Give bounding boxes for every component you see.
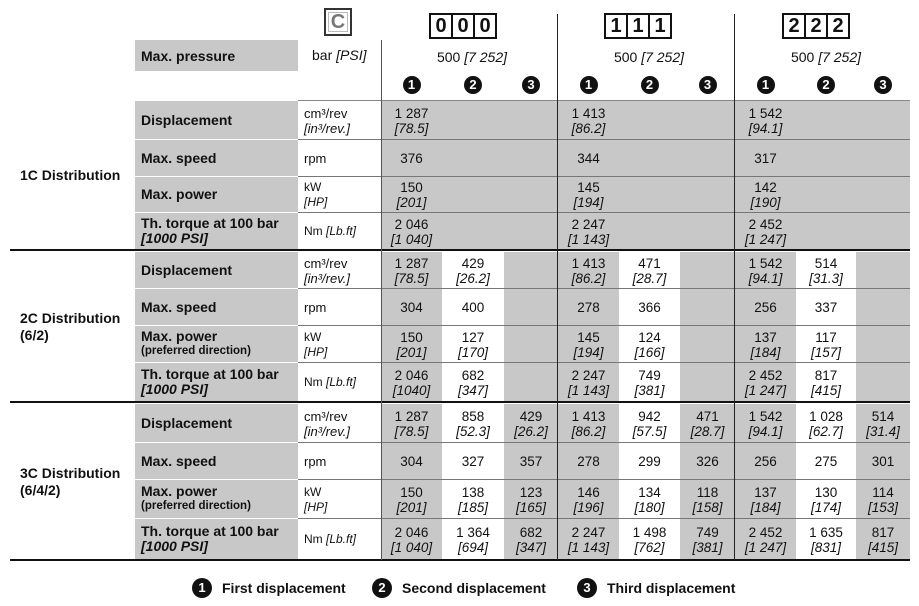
displacement-number-icon: 1 [757, 76, 775, 94]
table-cell: 138 [185] [457, 484, 489, 515]
table-cell: 123 [165] [515, 484, 547, 515]
table-cell: 130 [174] [810, 484, 842, 515]
legend-item [192, 578, 346, 598]
table-cell: 429 [26.2] [514, 408, 548, 439]
group-divider [10, 559, 910, 561]
table-cell: 275 [814, 454, 838, 469]
cell-shade [504, 213, 558, 249]
table-cell: 682 [347] [457, 367, 489, 398]
cell-shade [680, 363, 735, 401]
model-digit: 2 [804, 13, 828, 39]
table-cell: 858 [52.3] [456, 408, 490, 439]
displacement-number-icon: 3 [699, 76, 717, 94]
cell-shade [619, 177, 680, 212]
table-cell: 1 635 [831] [809, 524, 843, 555]
table-cell: 1 542 [94.1] [748, 255, 783, 286]
displacement-number-icon: 2 [464, 76, 482, 94]
cell-shade [680, 140, 735, 176]
row-label: Max. speed [135, 289, 298, 325]
row-label: Th. torque at 100 bar [1000 PSI] [135, 363, 298, 401]
header-divider [298, 100, 910, 101]
row-unit: Nm [Lb.ft] [304, 375, 357, 389]
table-cell: 514 [31.3] [809, 255, 843, 286]
table-cell: 817 [415] [810, 367, 842, 398]
table-cell: 137 [184] [750, 484, 781, 515]
cell-shade [504, 363, 558, 401]
row-unit: rpm [304, 454, 327, 469]
table-cell: 256 [754, 454, 777, 469]
table-cell: 278 [577, 454, 600, 469]
table-cell: 137 [184] [750, 329, 781, 360]
group-divider [10, 249, 910, 251]
table-cell: 2 247 [1 143] [567, 367, 610, 398]
cell-shade [680, 101, 735, 139]
displacement-number-icon: 3 [522, 76, 540, 94]
table-cell: 327 [461, 454, 485, 469]
row-label: Th. torque at 100 bar [1000 PSI] [135, 213, 298, 249]
displacement-number-icon: 1 [580, 76, 598, 94]
table-cell: 2 247 [1 143] [567, 216, 610, 247]
cell-shade [504, 289, 558, 325]
legend-item [372, 578, 546, 598]
model-divider [734, 14, 735, 560]
c-logo: C [324, 8, 352, 36]
cell-shade [442, 140, 504, 176]
max-pressure-label: Max. pressure [135, 40, 298, 71]
table-cell: 118 [158] [692, 484, 723, 515]
row-unit: Nm [Lb.ft] [304, 532, 357, 546]
legend-text: Third displacement [607, 580, 736, 596]
table-cell: 150 [201] [396, 329, 427, 360]
row-unit: rpm [304, 300, 327, 315]
table-cell: 817 [415] [867, 524, 899, 555]
model-code-0 [431, 13, 497, 39]
displacement-number-icon: 1 [192, 578, 212, 598]
cell-shade [504, 252, 558, 288]
table-cell: 1 542 [94.1] [748, 408, 783, 439]
row-label: Displacement [135, 101, 298, 139]
table-cell: 124 [166] [634, 329, 665, 360]
table-cell: 749 [381] [692, 524, 723, 555]
table-cell: 682 [347] [515, 524, 547, 555]
row-label: Displacement [135, 252, 298, 288]
table-cell: 400 [461, 300, 485, 315]
table-cell: 134 [180] [634, 484, 665, 515]
table-cell: 117 [157] [810, 329, 842, 360]
table-cell: 1 413 [86.2] [571, 255, 606, 286]
table-cell: 150 [201] [396, 180, 427, 210]
cell-shade [856, 363, 910, 401]
cell-shade [856, 140, 910, 176]
table-cell: 1 413 [86.2] [571, 105, 606, 136]
table-cell: 145 [194] [573, 180, 604, 210]
displacement-number-icon: 3 [577, 578, 597, 598]
table-cell: 429 [26.2] [456, 255, 490, 286]
table-cell: 2 046 [1 040] [390, 524, 433, 555]
legend-item [577, 578, 735, 598]
model-digit: 0 [429, 13, 453, 39]
model-pressure-2: 500 [7 252] [790, 49, 862, 65]
table-cell: 366 [638, 300, 661, 315]
legend-text: First displacement [222, 580, 346, 596]
table-cell: 1 364 [694] [456, 524, 490, 555]
table-cell: 942 [57.5] [632, 408, 667, 439]
cell-shade [796, 101, 856, 139]
cell-shade [796, 140, 856, 176]
model-digit: 0 [451, 13, 475, 39]
cell-shade [680, 326, 735, 362]
table-cell: 1 028 [62.7] [809, 408, 843, 439]
cell-shade [504, 101, 558, 139]
table-cell: 2 046 [1 040] [390, 216, 433, 247]
cell-shade [856, 326, 910, 362]
group-name: 3C Distribution (6/4/2) [20, 465, 121, 498]
row-unit: rpm [304, 151, 327, 166]
group-name: 1C Distribution [20, 167, 121, 183]
table-cell: 471 [28.7] [690, 408, 725, 439]
table-cell: 127 [170] [457, 329, 489, 360]
displacement-number-icon: 2 [641, 76, 659, 94]
row-label: Max. speed [135, 443, 298, 479]
cell-shade [504, 326, 558, 362]
table-cell: 278 [577, 300, 600, 315]
max-pressure-unit: bar [PSI] [312, 47, 367, 63]
table-cell: 2 452 [1 247] [744, 524, 787, 555]
row-label: Displacement [135, 404, 298, 442]
table-cell: 1 287 [78.5] [394, 408, 429, 439]
table-cell: 142 [190] [750, 180, 781, 210]
table-cell: 2 452 [1 247] [744, 216, 787, 247]
table-cell: 2 452 [1 247] [744, 367, 787, 398]
table-cell: 344 [577, 151, 600, 166]
table-cell: 317 [754, 151, 777, 166]
model-digit: 1 [626, 13, 650, 39]
table-cell: 326 [696, 454, 719, 469]
table-cell: 514 [31.4] [866, 408, 900, 439]
table-cell: 749 [381] [634, 367, 665, 398]
row-label: Max. power [135, 177, 298, 212]
displacement-number-icon: 2 [817, 76, 835, 94]
cell-shade [619, 140, 680, 176]
cell-shade [680, 252, 735, 288]
row-unit: cm³/rev [in³/rev.] [304, 255, 350, 286]
model-digit: 2 [826, 13, 850, 39]
table-cell: 301 [871, 454, 895, 469]
model-divider [557, 14, 558, 560]
cell-shade [504, 140, 558, 176]
row-label: Th. torque at 100 bar [1000 PSI] [135, 519, 298, 559]
model-digit: 1 [604, 13, 628, 39]
unit-divider [381, 40, 382, 560]
row-label: Max. power (preferred direction) [135, 480, 298, 518]
model-code-1 [606, 13, 672, 39]
cell-shade [442, 101, 504, 139]
displacement-number-icon: 1 [403, 76, 421, 94]
row-unit: kW [HP] [304, 180, 328, 209]
legend-text: Second displacement [402, 580, 546, 596]
table-cell: 1 287 [78.5] [394, 255, 429, 286]
table-cell: 471 [28.7] [632, 255, 667, 286]
row-unit: Nm [Lb.ft] [304, 224, 357, 238]
cell-shade [856, 177, 910, 212]
cell-shade [442, 177, 504, 212]
row-label: Max. power (preferred direction) [135, 326, 298, 362]
model-pressure-1: 500 [7 252] [613, 49, 685, 65]
group-divider [10, 401, 910, 403]
cell-shade [442, 213, 504, 249]
cell-shade [680, 289, 735, 325]
table-cell: 145 [194] [573, 329, 604, 360]
cell-shade [680, 213, 735, 249]
table-cell: 376 [400, 151, 423, 166]
row-label: Max. speed [135, 140, 298, 176]
model-pressure-0: 500 [7 252] [436, 49, 508, 65]
table-cell: 1 498 [762] [632, 524, 667, 555]
row-unit: kW [HP] [304, 484, 328, 514]
table-cell: 357 [519, 454, 543, 469]
group-name: 2C Distribution (6/2) [20, 310, 121, 343]
table-cell: 1 542 [94.1] [748, 105, 783, 136]
cell-shade [856, 101, 910, 139]
displacement-number-icon: 2 [372, 578, 392, 598]
model-digit: 1 [648, 13, 672, 39]
cell-shade [856, 213, 910, 249]
row-unit: cm³/rev [in³/rev.] [304, 105, 350, 136]
cell-shade [619, 101, 680, 139]
cell-shade [856, 252, 910, 288]
cell-shade [796, 177, 856, 212]
model-code-2 [784, 13, 850, 39]
cell-shade [504, 177, 558, 212]
row-unit: kW [HP] [304, 329, 328, 359]
table-cell: 150 [201] [396, 484, 427, 515]
cell-shade [856, 289, 910, 325]
table-cell: 2 247 [1 143] [567, 524, 610, 555]
table-cell: 2 046 [1040] [392, 367, 431, 398]
displacement-number-icon: 3 [874, 76, 892, 94]
table-cell: 256 [754, 300, 777, 315]
table-cell: 1 287 [78.5] [394, 105, 429, 136]
table-cell: 304 [400, 454, 423, 469]
cell-shade [619, 213, 680, 249]
table-cell: 114 [153] [867, 484, 899, 515]
table-cell: 146 [196] [573, 484, 604, 515]
row-unit: cm³/rev [in³/rev.] [304, 408, 350, 439]
table-cell: 337 [814, 300, 838, 315]
table-cell: 1 413 [86.2] [571, 408, 606, 439]
model-digit: 2 [782, 13, 806, 39]
cell-shade [796, 213, 856, 249]
cell-shade [680, 177, 735, 212]
table-cell: 304 [400, 300, 423, 315]
model-digit: 0 [473, 13, 497, 39]
table-cell: 299 [638, 454, 661, 469]
